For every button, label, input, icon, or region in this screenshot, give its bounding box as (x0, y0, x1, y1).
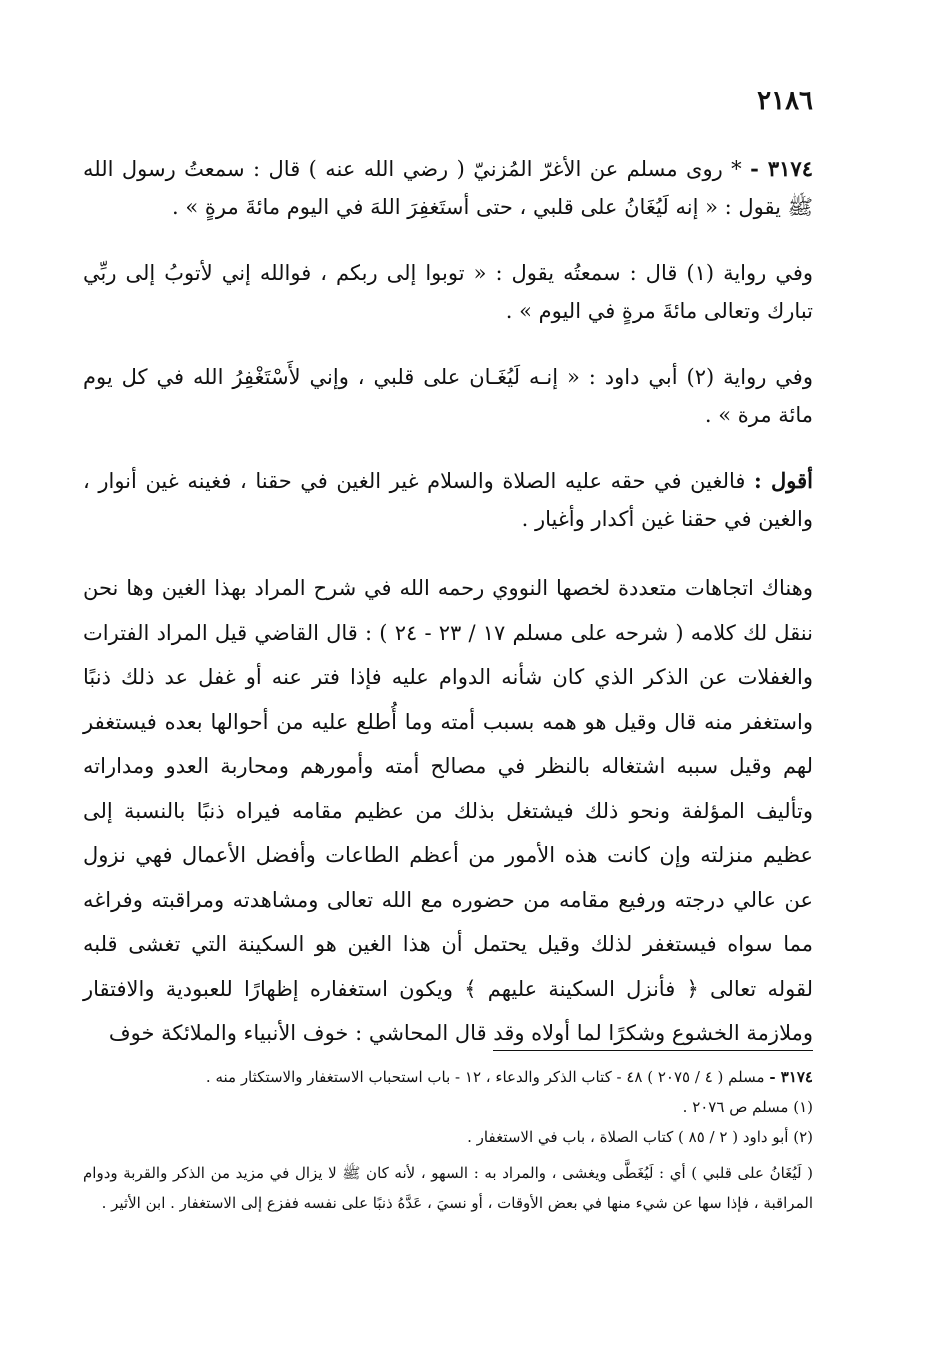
footnote-main (83, 1062, 813, 1092)
footnote-main-number: ٣١٧٤ - (769, 1068, 813, 1086)
riwaya-2: وفي رواية (٢) أبي داود : « إنـه لَيُغَـان على قلبي ، وإني لأَسْتَغْفِرُ الله في كل يوم مائة مرة » . (83, 365, 813, 427)
riwaya-1: وفي رواية (١) قال : سمعتُه يقول : « توبوا إلى ربكم ، فوالله إني لأتوبُ إلى ربِّي تبارك وتعالى مائةَ مرةٍ في اليوم » . (83, 261, 813, 323)
footnote-1: (١) مسلم ص ٢٠٧٦ . (682, 1098, 813, 1116)
hadith-paragraph (83, 150, 813, 226)
aqul-paragraph (83, 462, 813, 538)
commentary-paragraph: وهناك اتجاهات متعددة لخصها النووي رحمه الله في شرح المراد بهذا الغين وها نحن ننقل لك كلامه ( شرحه على مسلم ١٧ / ٢٣ - ٢٤ ) : قال القاضي قيل المراد الفترات والغفلات عن الذكر الذي كان شأنه الدوام عليه فإذا فتر عنه أو غفل عد ذلك ذنبًا واستغفر منه قال وقيل هو همه بسبب أمته وما أُطلع عليه من أحوالها بعده فيستغفر لهم وقيل سببه اشتغاله بالنظر في مصالح أمته وأمورهم ومحاربة العدو ومداراته وتأليف المؤلفة ونحو ذلك فيشتغل بذلك من عظيم مقامه فيراه ذنبًا بالنسبة إلى عظيم منزلته وإن كانت هذه الأمور من أعظم الطاعات وأفضل الأعمال فهي نزول عن عالي درجته ورفيع مقامه من حضوره مع الله تعالى ومشاهدته ومراقبته وفراغه مما سواه فيستغفر لذلك وقيل يحتمل أن هذا الغين هو السكينة التي تغشى قلبه لقوله تعالى ﴿ فأنزل السكينة عليهم ﴾ ويكون استغفاره إظهارًا للعبودية والافتقار وملازمة الخشوع وشكرًا لما أولاه وقد قال المحاشي : خوف الأنبياء والملائكة خوف (83, 576, 813, 1045)
page-number: ٢١٨٦ (757, 86, 813, 116)
aqul-text: فالغين في حقه عليه الصلاة والسلام غير الغين في حقنا ، فغينه غين أنوار ، والغين في حقنا غين أكدار وأغيار . (83, 469, 813, 531)
hadith-text: * روى مسلم عن الأغرّ المُزنيّ ( رضي الله عنه ) قال : سمعتُ رسول الله ﷺ يقول : « إنه لَيُغَانُ على قلبي ، حتى أستَغفِرَ اللهَ في اليوم مائةَ مرةٍ » . (83, 157, 813, 219)
footnote-separator (493, 1050, 813, 1052)
footnote-2: (٢) أبو داود ( ٢ / ٨٥ ) كتاب الصلاة ، باب في الاستغفار . (467, 1128, 813, 1146)
footnotes (83, 1062, 813, 1218)
main-text (83, 150, 813, 1070)
footnote-gloss: ( لَيُغَانُ على قلبي ) أي : لَيُغَطَّى ويغشى ، والمراد به : السهو ، لأنه كان ﷺ لا يزال في مزيد من الذكر والقربة ودوام المراقبة ، فإذا سها عن شيء منها في بعض الأوقات ، أو نسيَ ، عَدَّهُ ذنبًا على نفسه ففزع إلى الاستغفار . ابن الأثير . (83, 1164, 813, 1212)
aqul-label: أقول : (754, 468, 813, 493)
footnote-main-text: مسلم ( ٤ / ٢٠٧٥ ) ٤٨ - كتاب الذكر والدعاء ، ١٢ - باب استحباب الاستغفار والاستكثار منه . (205, 1068, 765, 1086)
hadith-number: ٣١٧٤ - (750, 156, 813, 181)
